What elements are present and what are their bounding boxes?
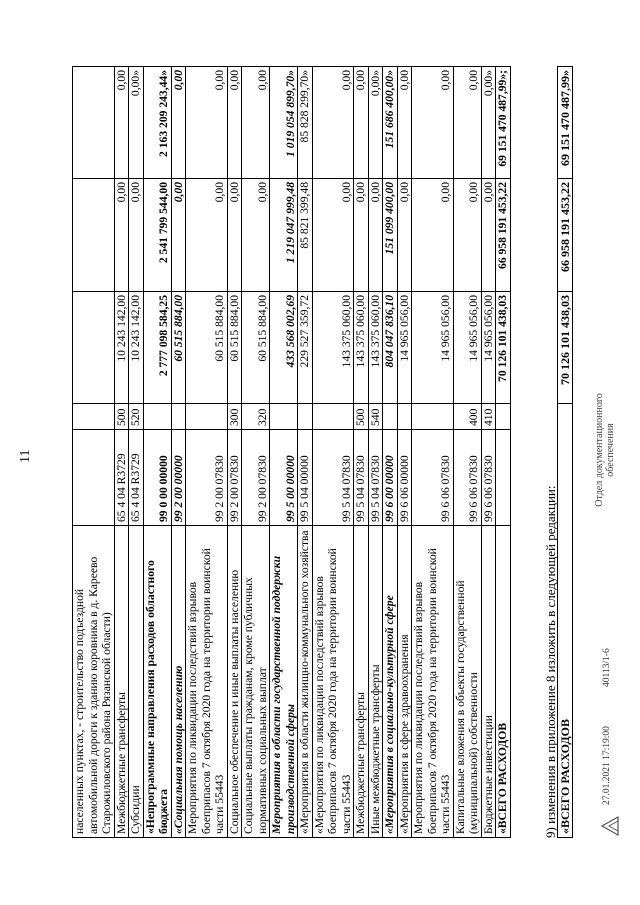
row-vr [412,404,454,430]
row-name: «Непрограммные направления расходов областного бюджета [143,526,171,838]
table-row [129,67,144,838]
row-2021: 143 375 060,00 [354,292,369,404]
page-number: 11 [18,449,33,463]
row-name: «Социальная помощь населению [171,526,186,838]
row-2023: 0,00 [186,67,228,179]
row-name: Мероприятия по ликвидации последствий взрывов боеприпасов 7 октября 2020 года на территории воинской части 55443 [412,526,454,838]
row-code: 99 6 06 07830 [481,430,496,526]
row-2022: 1 219 047 999,48 [270,179,298,292]
row-2022: 0,00 [354,179,369,292]
table-row [383,67,398,838]
row-2022: 0,00 [481,179,496,292]
table-row [114,67,129,838]
row-vr [171,404,186,430]
row-code: 65 4 04 R3729 [129,430,144,526]
table-row [312,67,354,838]
row-name: Субсидии [129,526,144,838]
row-2022: 85 821 399,48 [298,179,313,292]
row-2021: 14 965 056,00 [481,292,496,404]
row-vr: 520 [129,404,144,430]
row-code: 99 2 00 07830 [242,430,270,526]
row-2022: 0,00 [171,179,186,292]
row-vr: 500 [354,404,369,430]
row-2022: 0,00 [412,179,454,292]
row-2023: 2 163 209 243,44» [143,67,171,179]
row-vr [383,404,398,430]
row-2021: 10 243 142,00 [129,292,144,404]
row-2022: 0,00 [242,179,270,292]
row-2022: 0,00 [114,179,129,292]
table-row [298,67,313,838]
row-2021: 60 515 884,00 [186,292,228,404]
row-name: «Мероприятия по ликвидации последствий взрывов боеприпасов 7 октября 2020 года на территории воинской части 55443 [312,526,354,838]
row-2023: 0,00» [481,67,496,179]
row-2022: 0,00 [186,179,228,292]
row-2023: 85 828 299,70» [298,67,313,179]
row-2021: 2 777 098 584,25 [143,292,171,404]
row-2023: 0,00 [312,67,354,179]
row-code: 99 0 00 00000 [143,430,171,526]
table-row [496,67,511,838]
total-2021: 70 126 101 438,03 [558,292,573,404]
row-2021: 14 965 056,00 [453,292,481,404]
table-row [412,67,454,838]
department-stamp: Отдел документационного обеспечения [594,393,616,507]
row-name: «Мероприятия в сфере здравоохранения [397,526,412,838]
row-vr [270,404,298,430]
row-2022: 66 958 191 453,22 [496,179,511,292]
row-2023: 0,00» [368,67,383,179]
total-label: «ВСЕГО РАСХОДОВ [558,404,573,838]
row-code: 99 5 04 07830 [368,430,383,526]
table-row [481,67,496,838]
table-row [171,67,186,838]
row-vr: 300 [227,404,242,430]
row-2022: 0,00 [453,179,481,292]
row-2023 [73,67,115,179]
row-code: 99 2 00 07830 [186,430,228,526]
row-2023: 151 686 400,00» [383,67,398,179]
change-instruction: 9) изменения в приложение 8 изложить в следующей редакции: [543,485,558,838]
row-2021: 229 527 359,72 [298,292,313,404]
row-2022: 0,00 [227,179,242,292]
row-vr: 320 [242,404,270,430]
row-2021: 60 515 884,00 [242,292,270,404]
table-row [242,67,270,838]
row-2022: 0,00 [129,179,144,292]
row-name: Социальное обеспечение и иные выплаты населению [227,526,242,838]
row-2023: 0,00 [453,67,481,179]
row-code: 99 5 04 07830 [354,430,369,526]
row-vr [496,404,511,430]
row-vr: 540 [368,404,383,430]
row-2023: 0,00 [397,67,412,179]
row-2021: 14 965 056,00 [397,292,412,404]
row-name: Межбюджетные трансферты [354,526,369,838]
row-vr [143,404,171,430]
row-2023: 1 019 054 899,70» [270,67,298,179]
row-2021: 143 375 060,00 [368,292,383,404]
row-vr [298,404,313,430]
row-name: «ВСЕГО РАСХОДОВ [496,526,511,838]
row-2021: 14 965 056,00 [412,292,454,404]
row-2021: 70 126 101 438,03 [496,292,511,404]
footer-doc-code: 40113/1-6 [602,648,612,687]
row-vr [73,404,115,430]
row-code: 99 2 00 07830 [227,430,242,526]
total-2022: 66 958 191 453,22 [558,179,573,292]
row-2021: 143 375 060,00 [312,292,354,404]
row-code: 99 6 06 00000 [397,430,412,526]
row-code: 99 6 06 07830 [453,430,481,526]
row-code: 99 6 06 07830 [412,430,454,526]
row-2023: 0,00 [114,67,129,179]
row-vr: 400 [453,404,481,430]
expenditure-table-body [73,67,511,838]
row-vr: 410 [481,404,496,430]
row-code: 99 5 00 00000 [270,430,298,526]
row-vr [186,404,228,430]
row-2021: 804 047 836,10 [383,292,398,404]
row-code [73,430,115,526]
row-2022: 151 099 400,00 [383,179,398,292]
row-2021: 10 243 142,00 [114,292,129,404]
row-code: 99 6 00 00000 [383,430,398,526]
table-row [453,67,481,838]
table-row [227,67,242,838]
row-name: Капитальные вложения в объекты государственной (муниципальной) собственности [453,526,481,838]
table-row [73,67,115,838]
row-2023: 0,00 [171,67,186,179]
expenditure-table [72,66,511,838]
row-2021: 433 568 002,69 [270,292,298,404]
row-2023: 0,00 [354,67,369,179]
row-2021: 60 515 884,00 [171,292,186,404]
row-name: «Мероприятия в социально-культурной сфере [383,526,398,838]
total-row [558,67,573,838]
row-2022 [73,179,115,292]
table-row [143,67,171,838]
row-2022: 2 541 799 544,00 [143,179,171,292]
row-2023: 0,00» [129,67,144,179]
row-name: Социальные выплаты гражданам, кроме публичных нормативных социальных выплат [242,526,270,838]
row-name: Межбюджетные трансферты [114,526,129,838]
row-2023: 0,00 [227,67,242,179]
row-code: 99 5 04 07830 [312,430,354,526]
table-row [270,67,298,838]
footer-timestamp: 27.01.2021 17:19:00 [602,726,612,805]
row-2022: 0,00 [397,179,412,292]
row-vr: 500 [114,404,129,430]
row-name: Бюджетные инвестиции [481,526,496,838]
total-table [557,66,573,838]
row-vr [397,404,412,430]
row-code: 99 5 04 00000 [298,430,313,526]
row-2022: 0,00 [368,179,383,292]
row-name: Мероприятия по ликвидации последствий взрывов боеприпасов 7 октября 2020 года на территории воинской части 55443 [186,526,228,838]
table-row [397,67,412,838]
table-row [354,67,369,838]
row-name: Иные межбюджетные трансферты [368,526,383,838]
row-name: Мероприятия в области государственной поддержки производственной сферы [270,526,298,838]
row-name: «Мероприятия в области жилищно-коммунального хозяйства [298,526,313,838]
table-row [368,67,383,838]
row-vr [312,404,354,430]
row-2023: 0,00 [242,67,270,179]
row-2023: 69 151 470 487,99»; [496,67,511,179]
row-code: 99 2 00 00000 [171,430,186,526]
row-code [496,430,511,526]
row-2022: 0,00 [312,179,354,292]
row-2023: 0,00 [412,67,454,179]
table-row [186,67,228,838]
row-name: населенных пунктах, - строительство подъездной автомобильной дороги к зданию коровника в д. Кареево Старожиловского района Рязанской области) [73,526,115,838]
total-2023: 69 151 470 487,99» [558,67,573,179]
stamp-icon [598,815,620,837]
row-2021: 60 515 884,00 [227,292,242,404]
row-2021 [73,292,115,404]
row-code: 65 4 04 R3729 [114,430,129,526]
